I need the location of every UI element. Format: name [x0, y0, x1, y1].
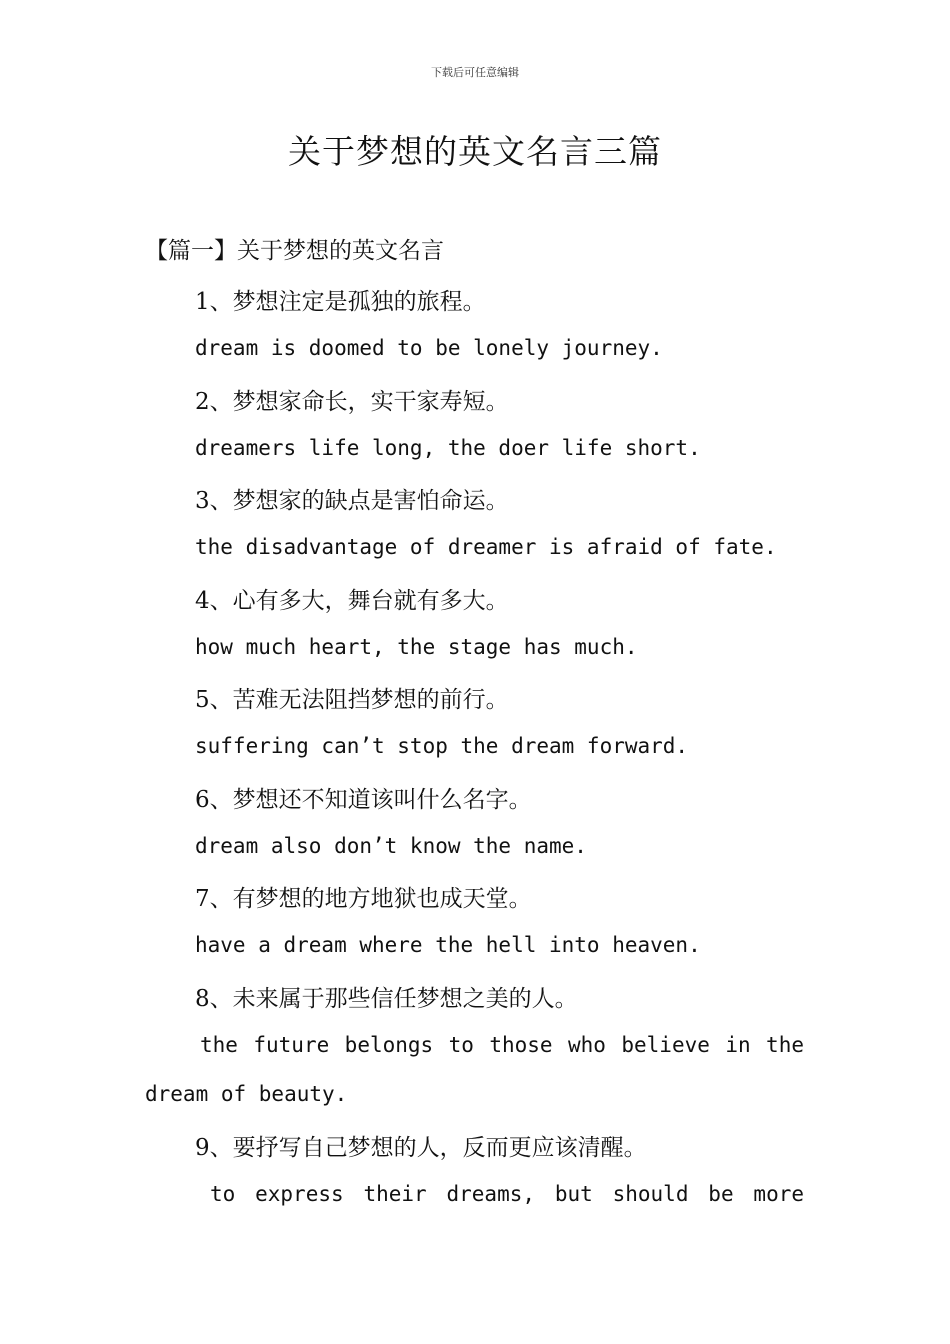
quote-zh: 4、心有多大，舞台就有多大。 [195, 588, 509, 614]
quote-en: the future belongs to those who believe in the [200, 1033, 804, 1057]
quote-en: the disadvantage of dreamer is afraid of fate. [195, 535, 777, 559]
document-title: 关于梦想的英文名言三篇 [288, 132, 662, 171]
quote-en: dream also don’t know the name. [195, 834, 587, 858]
section-heading: 【篇一】关于梦想的英文名言 [145, 238, 444, 264]
quote-zh: 3、梦想家的缺点是害怕命运。 [195, 488, 509, 514]
quote-zh: 9、要抒写自己梦想的人，反而更应该清醒。 [195, 1135, 647, 1161]
quote-zh: 5、苦难无法阻挡梦想的前行。 [195, 687, 509, 713]
quote-en-continuation: dream of beauty. [145, 1082, 348, 1106]
quote-zh: 8、未来属于那些信任梦想之美的人。 [195, 986, 578, 1012]
quote-en: how much heart, the stage has much. [195, 635, 638, 659]
quote-en: to express their dreams, but should be more [210, 1182, 804, 1206]
quote-zh: 1、梦想注定是孤独的旅程。 [195, 289, 486, 315]
quote-en: suffering can’t stop the dream forward. [195, 734, 689, 758]
quote-en: have a dream where the hell into heaven. [195, 933, 701, 957]
quote-zh: 7、有梦想的地方地狱也成天堂。 [195, 886, 532, 912]
quote-en: dream is doomed to be lonely journey. [195, 336, 663, 360]
header-note: 下载后可任意编辑 [431, 66, 519, 79]
quote-en: dreamers life long, the doer life short. [195, 436, 701, 460]
quote-zh: 2、梦想家命长，实干家寿短。 [195, 389, 509, 415]
quote-zh: 6、梦想还不知道该叫什么名字。 [195, 787, 532, 813]
